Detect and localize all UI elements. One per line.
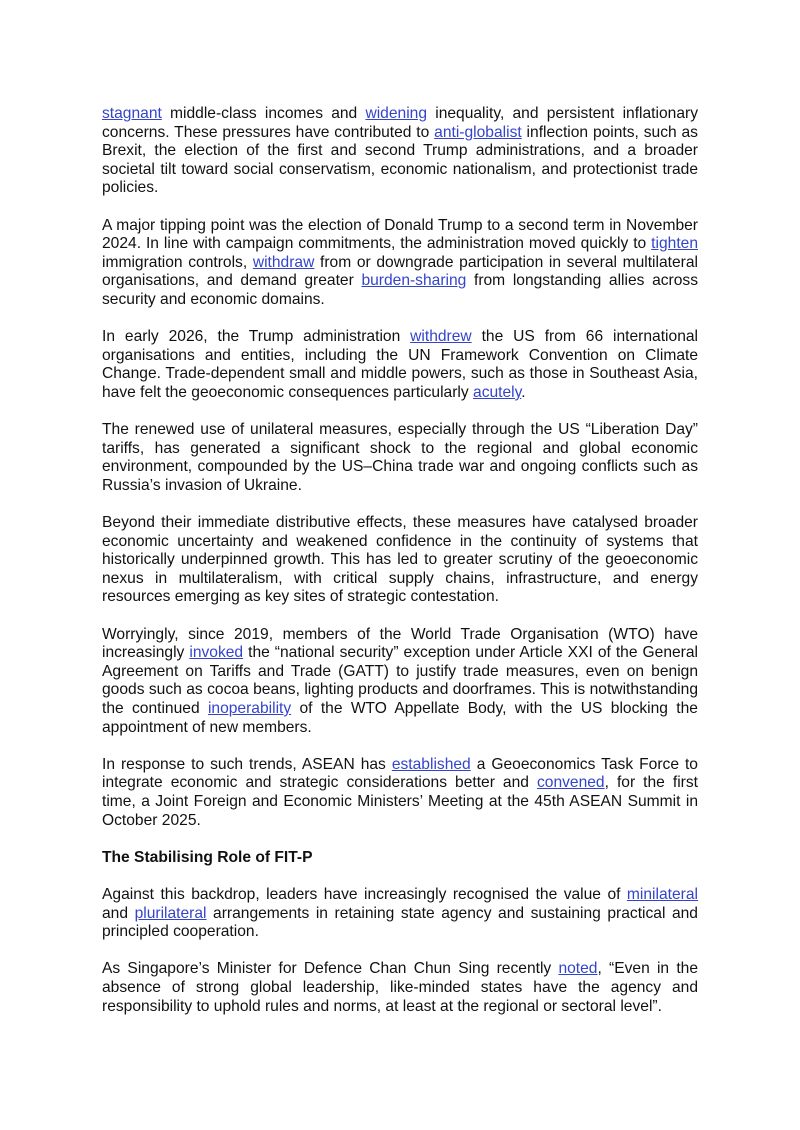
link-inoperability[interactable]: inoperability (207, 700, 292, 717)
link-minilateral[interactable]: minilateral (626, 885, 698, 903)
text: from or downgrade participation in several multilateral organisations, and demand greater (102, 253, 698, 290)
link-convened[interactable]: convened (536, 774, 605, 792)
text: Worryingly, since 2019, members of the World Trade Organisation (WTO) have increasingly (102, 625, 698, 662)
link-invoked[interactable]: invoked (189, 644, 244, 662)
link-acutely[interactable]: acutely (473, 383, 522, 401)
link-plurilateral[interactable]: plurilateral (134, 904, 207, 922)
section-heading: The Stabilising Role of FIT-P (102, 848, 313, 866)
text: and (102, 904, 135, 922)
text: a Geoeconomics Task Force to integrate economic and strategic considerations better and (102, 755, 698, 792)
text: inflection points, such as Brexit, the election of the first and second Trump administrations, and a broader societal tilt toward social conservatism, economic nationalism, and protectionist trade policies. (102, 123, 698, 197)
link-tighten[interactable]: tighten (651, 235, 698, 253)
text: the “national security” exception under Article XXI of the General Agreement on Tariffs and Trade (GATT) to justify trade measures, even on benign goods such as cocoa beans, lighting products and doorframes. This is notwithstanding the continued (102, 644, 699, 717)
link-anti-globalist[interactable]: anti-globalist (434, 123, 522, 141)
text: , for the first time, a Joint Foreign and Economic Ministers’ Meeting at the 45th ASEAN Summit in October 2025. (102, 774, 698, 829)
text: . (521, 383, 526, 401)
paragraph-8 (102, 886, 698, 942)
text: of the WTO Appellate Body, with the US blocking the appointment of new members. (102, 700, 698, 736)
link-burden-sharing[interactable]: burden-sharing (361, 272, 467, 290)
paragraph-7 (102, 756, 698, 830)
link-established[interactable]: established (391, 755, 471, 773)
text: The renewed use of unilateral measures, especially through the US “Liberation Day” tariffs, has generated a significant shock to the regional and global economic environment, compounded by the US–China trade war and ongoing conflicts such as Russia’s invasion of Ukraine. (102, 421, 698, 494)
paragraph-2 (102, 217, 698, 310)
text: Beyond their immediate distributive effects, these measures have catalysed broader economic uncertainty and weakened confidence in the continuity of systems that historically underpinned growth. This has led to greater scrutiny of the geoeconomic nexus in multilateralism, with critical supply chains, infrastructure, and energy resources emerging as key sites of strategic contestation. (102, 514, 698, 606)
paragraph-1 (102, 105, 698, 198)
text: In response to such trends, ASEAN has (102, 755, 392, 773)
link-stagnant[interactable]: stagnant (102, 105, 162, 122)
text: In early 2026, the Trump administration (102, 328, 411, 346)
text: the US from 66 international organisations and entities, including the UN Framework Convention on Climate Change. Trade-dependent small and middle powers, such as those in Southeast Asia, have felt the geoeconomic consequences particularly (102, 328, 699, 401)
paragraph-3 (102, 328, 698, 402)
text: from longstanding allies across security and economic domains. (102, 272, 698, 308)
paragraph-6 (102, 626, 698, 738)
paragraph-9 (102, 960, 698, 1016)
text: Against this backdrop, leaders have increasingly recognised the value of (102, 885, 627, 903)
text: immigration controls, (102, 253, 253, 271)
paragraph-4 (102, 421, 698, 495)
text: , “Even in the absence of strong global leadership, like-minded states have the agency and responsibility to uphold rules and norms, at least at the regional or sectoral level”. (102, 960, 698, 1015)
link-widening[interactable]: widening (365, 105, 428, 122)
text: inequality, and persistent inflationary concerns. These pressures have contributed to (102, 105, 698, 141)
paragraph-5 (102, 514, 698, 607)
text: A major tipping point was the election of Donald Trump to a second term in November 2024. In line with campaign commitments, the administration moved quickly to (102, 216, 698, 253)
text: middle-class incomes and (161, 105, 366, 122)
text: As Singapore’s Minister for Defence Chan Chun Sing recently (102, 960, 559, 978)
link-noted[interactable]: noted (558, 960, 598, 978)
link-withdraw[interactable]: withdraw (252, 253, 315, 271)
article-body (102, 105, 698, 1035)
text: arrangements in retaining state agency and sustaining practical and principled cooperation. (102, 904, 698, 941)
link-withdrew[interactable]: withdrew (410, 328, 472, 346)
